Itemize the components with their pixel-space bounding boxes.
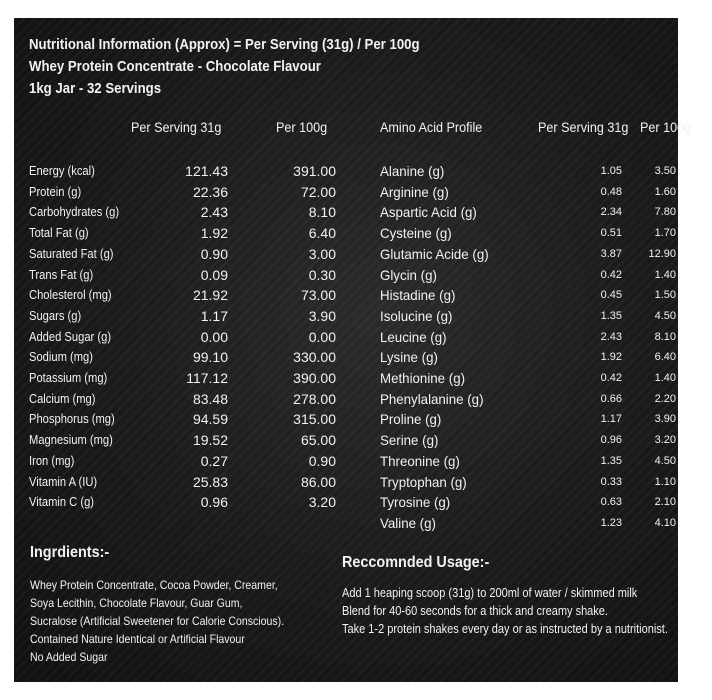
- nutrient-per-100g: 8.10: [308, 204, 336, 221]
- nutrition-label-panel: [14, 18, 692, 682]
- amino-col-title: Amino Acid Profile: [380, 119, 483, 135]
- amino-per-serving: 1.35: [600, 454, 622, 467]
- nutrient-name: Calcium (mg): [29, 390, 96, 406]
- nutrient-name: Saturated Fat (g): [29, 245, 114, 261]
- usage-text: [342, 584, 712, 638]
- amino-per-serving: 3.87: [600, 247, 622, 260]
- amino-name: Leucine (g): [380, 328, 447, 345]
- amino-per-serving: 0.33: [600, 475, 622, 488]
- nutrient-name: Sodium (mg): [29, 349, 94, 365]
- amino-name: Proline (g): [380, 411, 442, 428]
- amino-name: Glutamic Acide (g): [380, 245, 489, 262]
- nutrient-per-serving: 0.00: [200, 328, 228, 345]
- amino-per-serving: 2.34: [600, 206, 622, 219]
- nutrient-per-serving: 94.59: [192, 411, 228, 428]
- amino-per-serving: 0.63: [600, 496, 622, 509]
- nutrient-per-serving: 19.52: [192, 432, 228, 449]
- ingredients-text: [30, 576, 319, 666]
- amino-per-serving: 0.48: [600, 185, 622, 198]
- nutrient-per-serving: 0.27: [200, 452, 228, 469]
- amino-col-serving: Per Serving 31g: [538, 119, 629, 135]
- nutrient-per-serving: 21.92: [192, 287, 228, 304]
- nutrient-per-serving: 25.83: [192, 473, 228, 490]
- amino-per-100g: 1.40: [654, 372, 676, 384]
- amino-name: Methionine (g): [380, 370, 466, 386]
- nutrient-name: Total Fat (g): [29, 225, 89, 241]
- label-header: [29, 34, 473, 100]
- nutrient-per-100g: 72.00: [300, 183, 336, 200]
- amino-per-serving: 0.51: [600, 227, 622, 240]
- amino-col-100g: Per 100g: [640, 119, 692, 135]
- nutrient-per-serving: 83.48: [192, 390, 228, 407]
- amino-per-100g: 2.20: [654, 392, 676, 405]
- amino-name: Phenylalanine (g): [380, 390, 484, 407]
- amino-per-100g: 8.10: [654, 330, 676, 343]
- nutrient-name: Trans Fat (g): [29, 266, 94, 282]
- amino-name: Arginine (g): [380, 183, 449, 200]
- nutrient-per-100g: 3.00: [308, 245, 336, 262]
- ingredients-title: Ingrdients:-: [30, 544, 110, 561]
- amino-name: Alanine (g): [380, 163, 445, 179]
- amino-name: Valine (g): [380, 514, 436, 531]
- amino-name: Tyrosine (g): [380, 494, 451, 511]
- nutrient-name: Vitamin C (g): [29, 494, 95, 510]
- amino-per-100g: 1.50: [654, 289, 676, 302]
- amino-per-serving: 1.23: [600, 516, 622, 529]
- nutrient-per-serving: 117.12: [186, 370, 228, 386]
- nutrient-per-100g: 86.00: [300, 473, 336, 490]
- amino-per-100g: 3.20: [654, 434, 676, 447]
- amino-per-serving: 0.45: [600, 289, 622, 302]
- amino-name: Histadine (g): [380, 287, 456, 304]
- amino-name: Threonine (g): [380, 452, 460, 469]
- amino-per-100g: 3.50: [654, 165, 676, 177]
- amino-per-serving: 1.92: [600, 351, 622, 364]
- nutrient-per-serving: 0.96: [200, 494, 228, 511]
- amino-name: Isolucine (g): [380, 307, 453, 324]
- ingredients-line: Contained Nature Identical or Artificial Flavour: [30, 632, 245, 646]
- nutrient-per-100g: 391.00: [293, 163, 336, 179]
- amino-per-100g: 3.90: [654, 413, 676, 426]
- amino-per-serving: 0.42: [600, 268, 622, 281]
- amino-per-100g: 1.60: [654, 185, 676, 198]
- amino-name: Serine (g): [380, 432, 439, 449]
- amino-per-serving: 1.17: [600, 413, 622, 426]
- nutrient-name: Energy (kcal): [29, 163, 95, 178]
- nutrient-name: Carbohydrates (g): [29, 204, 120, 220]
- ingredients-line: Whey Protein Concentrate, Cocoa Powder, Creamer,: [30, 578, 278, 592]
- ingredients-line: Sucralose (Artificial Sweetener for Calorie Conscious).: [30, 614, 285, 628]
- amino-per-100g: 2.10: [654, 496, 676, 509]
- nutrient-per-serving: 22.36: [192, 183, 228, 200]
- nutrient-per-100g: 0.00: [308, 328, 336, 345]
- nutrient-name: Protein (g): [29, 183, 82, 199]
- nutrient-per-100g: 6.40: [308, 225, 336, 242]
- nutrient-name: Magnesium (mg): [29, 432, 113, 448]
- nutrient-per-100g: 0.30: [308, 266, 336, 283]
- header-pack-size: 1kg Jar - 32 Servings: [29, 80, 162, 97]
- nutrient-per-serving: 1.17: [200, 307, 228, 324]
- usage-title: Reccomnded Usage:-: [342, 554, 490, 571]
- nutrient-per-serving: 0.90: [200, 245, 228, 262]
- amino-per-serving: 0.42: [600, 372, 622, 384]
- amino-per-serving: 2.43: [600, 330, 622, 343]
- nutrient-per-100g: 0.90: [308, 452, 336, 469]
- amino-name: Glycin (g): [380, 266, 437, 283]
- amino-per-100g: 1.40: [654, 268, 676, 281]
- usage-line: Add 1 heaping scoop (31g) to 200ml of water / skimmed milk: [342, 586, 638, 600]
- ingredients-line: Soya Lecithin, Chocolate Flavour, Guar Gum,: [30, 596, 243, 610]
- amino-per-serving: 0.66: [600, 392, 622, 405]
- amino-per-100g: 4.10: [654, 516, 676, 529]
- usage-line: Blend for 40-60 seconds for a thick and creamy shake.: [342, 604, 608, 618]
- nutrition-col-100g: Per 100g: [276, 119, 328, 135]
- amino-per-serving: 0.96: [600, 434, 622, 447]
- nutrient-per-100g: 73.00: [300, 287, 336, 304]
- nutrient-per-serving: 99.10: [192, 349, 228, 366]
- amino-name: Tryptophan (g): [380, 473, 467, 490]
- nutrient-per-serving: 121.43: [185, 163, 228, 179]
- nutrient-per-100g: 278.00: [293, 390, 336, 407]
- amino-per-100g: 7.80: [654, 206, 676, 219]
- amino-per-100g: 4.50: [654, 309, 676, 322]
- amino-per-100g: 6.40: [654, 351, 676, 364]
- nutrient-per-100g: 65.00: [300, 432, 336, 449]
- nutrient-name: Potassium (mg): [29, 370, 108, 385]
- amino-name: Cysteine (g): [380, 225, 452, 242]
- amino-name: Lysine (g): [380, 349, 438, 366]
- nutrient-name: Vitamin A (IU): [29, 473, 98, 489]
- amino-per-100g: 4.50: [654, 454, 676, 467]
- amino-name: Aspartic Acid (g): [380, 204, 477, 221]
- amino-per-serving: 1.05: [600, 165, 622, 177]
- nutrient-per-100g: 3.20: [308, 494, 336, 511]
- amino-per-100g: 1.10: [654, 475, 676, 488]
- nutrient-per-100g: 315.00: [293, 411, 336, 428]
- amino-per-100g: 12.90: [648, 247, 676, 260]
- nutrient-per-100g: 390.00: [293, 370, 336, 386]
- header-product: Whey Protein Concentrate - Chocolate Flavour: [29, 58, 321, 75]
- nutrient-per-serving: 0.09: [200, 266, 228, 283]
- nutrient-name: Added Sugar (g): [29, 328, 112, 344]
- nutrient-name: Sugars (g): [29, 307, 82, 323]
- nutrient-name: Iron (mg): [29, 452, 75, 468]
- amino-per-100g: 1.70: [654, 227, 676, 240]
- nutrient-name: Phosphorus (mg): [29, 411, 115, 427]
- header-title: Nutritional Information (Approx) = Per Serving (31g) / Per 100g: [29, 36, 420, 53]
- ingredients-line: No Added Sugar: [30, 650, 108, 664]
- nutrient-per-100g: 3.90: [308, 307, 336, 324]
- amino-per-serving: 1.35: [600, 309, 622, 322]
- nutrient-per-100g: 330.00: [293, 349, 336, 366]
- nutrient-per-serving: 1.92: [200, 225, 228, 242]
- nutrient-per-serving: 2.43: [200, 204, 228, 221]
- nutrition-col-serving: Per Serving 31g: [131, 119, 222, 135]
- usage-line: Take 1-2 protein shakes every day or as instructed by a nutritionist.: [342, 622, 668, 636]
- nutrient-name: Cholesterol (mg): [29, 287, 112, 303]
